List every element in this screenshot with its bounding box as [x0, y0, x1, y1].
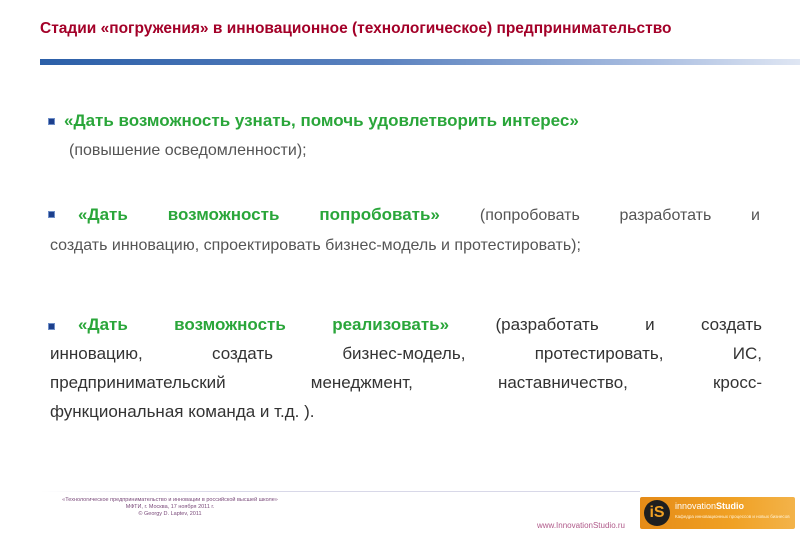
item-2-note-end: создать инновацию, спроектировать бизнес-модель и протестировать); — [50, 237, 581, 254]
item-3 — [50, 310, 762, 426]
footer-url-link[interactable]: www.InnovationStudio.ru — [536, 521, 625, 530]
innovation-studio-logo — [640, 497, 795, 529]
logo-mark-icon: iS — [644, 500, 670, 526]
footer-caption-line: «Технологическое предпринимательство и инновации в российской высшей школе» — [62, 497, 278, 503]
logo-name-bold: Studio — [716, 501, 745, 511]
footer-caption-line: © Georgy D. Laptev, 2011 — [138, 511, 202, 517]
item-2 — [50, 200, 760, 260]
item-3-line-2: инновацию, создать бизнес-модель, протестировать, ИС, — [50, 344, 762, 363]
item-2-note-start: (попробовать разработать и — [479, 207, 760, 224]
item-3-text-start: (разработать и создать — [495, 315, 762, 334]
item-3-line-4: функциональная команда и т.д. ). — [50, 402, 315, 421]
item-3-line-3: предпринимательский менеджмент, наставничество, кросс- — [50, 373, 762, 392]
item-1-highlight: «Дать возможность узнать, помочь удовлетворить интерес» — [64, 111, 579, 130]
slide-title: Стадии «погружения» в инновационное (технологическое) предпринимательство — [40, 20, 672, 37]
item-1 — [50, 106, 760, 165]
footer-divider — [40, 491, 640, 492]
logo-name — [675, 501, 744, 511]
item-3-highlight: «Дать возможность реализовать» — [78, 315, 450, 334]
footer-caption — [40, 497, 300, 518]
footer-caption-line: МФТИ, г. Москва, 17 ноября 2011 г. — [125, 504, 215, 510]
item-1-note: (повышение осведомленности); — [69, 142, 307, 159]
title-divider — [40, 59, 800, 65]
item-2-highlight: «Дать возможность попробовать» — [78, 205, 440, 224]
logo-name-regular: innovation — [675, 501, 717, 511]
logo-tagline: Кафедра инновационных процессов и новых бизнесов — [675, 514, 790, 519]
